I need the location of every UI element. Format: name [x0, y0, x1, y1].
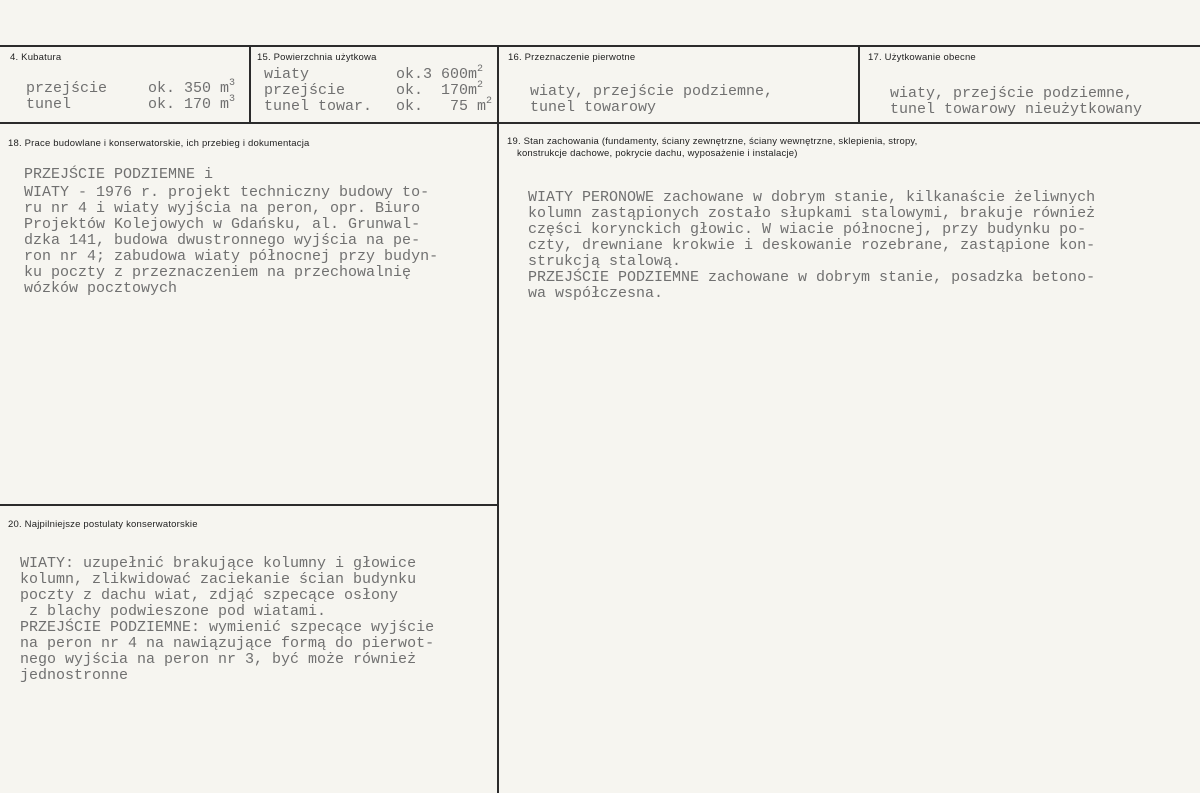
field15-row: wiaty	[264, 66, 310, 83]
field19-label-2: konstrukcje dachowe, pokrycie dachu, wyposażenie i instalacje)	[517, 148, 798, 159]
field15-row: przejście	[264, 82, 346, 99]
col-divider-3	[858, 45, 860, 123]
field20-text: WIATY: uzupełnić brakujące kolumny i głowice kolumn, zlikwidować zaciekanie ścian budynku poczty z dachu wiat, zdjąć szpecące osłony z blachy podwieszone pod wiatami. PRZEJŚCIE PODZIEMNE: wymienić szpecące wyjście na peron nr 4 na nawiązujące formą do pierwot- nego wyjścia na peron nr 3, być może również jednostronne	[20, 555, 435, 684]
field20-label: 20. Najpilniejsze postulaty konserwatorskie	[8, 519, 198, 530]
field16-text: wiaty, przejście podziemne, tunel towarowy	[530, 83, 774, 116]
field17-label: 17. Użytkowanie obecne	[868, 52, 976, 63]
field19-label-1: 19. Stan zachowania (fundamenty, ściany zewnętrzne, ściany wewnętrzne, sklepienia, stropy,	[507, 136, 918, 147]
field4-row: tunel	[26, 96, 72, 113]
row-divider	[0, 122, 1200, 124]
col-divider-1	[249, 45, 251, 123]
field15-value: ok. $170m^2$	[396, 80, 484, 99]
field15-value: ok. 75 $m^2$	[396, 96, 493, 115]
field4-value: ok. 350 $m^3$	[148, 78, 236, 97]
field18-label: 18. Prace budowlane i konserwatorskie, ich przebieg i dokumentacja	[8, 138, 310, 149]
col-divider-main	[497, 45, 499, 793]
field18-text: PRZEJŚCIE PODZIEMNE i WIATY - 1976 r. projekt techniczny budowy to- ru nr 4 i wiaty wyjścia na peron, opr. Biuro Projektów Kolejowych w Gdańsku, al. Grunwal- dzka 141, budowa dwustronnego wyjścia na pe- ron nr 4; zabudowa wiaty północnej przy budyn- ku poczty z przeznaczeniem na przechowalnię wózków pocztowych	[24, 166, 439, 297]
field19-text: WIATY PERONOWE zachowane w dobrym stanie, kilkanaście żeliwnych kolumn zastąpionych zostało słupkami stalowymi, brakuje również części korynckich głowic. W wiacie północnej, przy budynku po- czty, drewniane krokwie i deskowanie rozebrane, zastąpione kon- strukcją stalową. PRZEJŚCIE PODZIEMNE zachowane w dobrym stanie, posadzka betono- wa współczesna.	[528, 189, 1096, 302]
field17-text: wiaty, przejście podziemne, tunel towarowy nieużytkowany	[890, 85, 1143, 118]
field4-label: 4. Kubatura	[10, 52, 62, 63]
field16-label: 16. Przeznaczenie pierwotne	[508, 52, 636, 63]
bottom-left-divider	[0, 504, 498, 506]
field15-label: 15. Powierzchnia użytkowa	[257, 52, 377, 63]
field4-value: ok. 170 $m^3$	[148, 94, 236, 113]
field15-row: tunel towar.	[264, 98, 373, 115]
field4-row: przejście	[26, 80, 108, 97]
top-rule	[0, 45, 1200, 47]
field15-value: ok.3 $600m^2$	[396, 64, 484, 83]
